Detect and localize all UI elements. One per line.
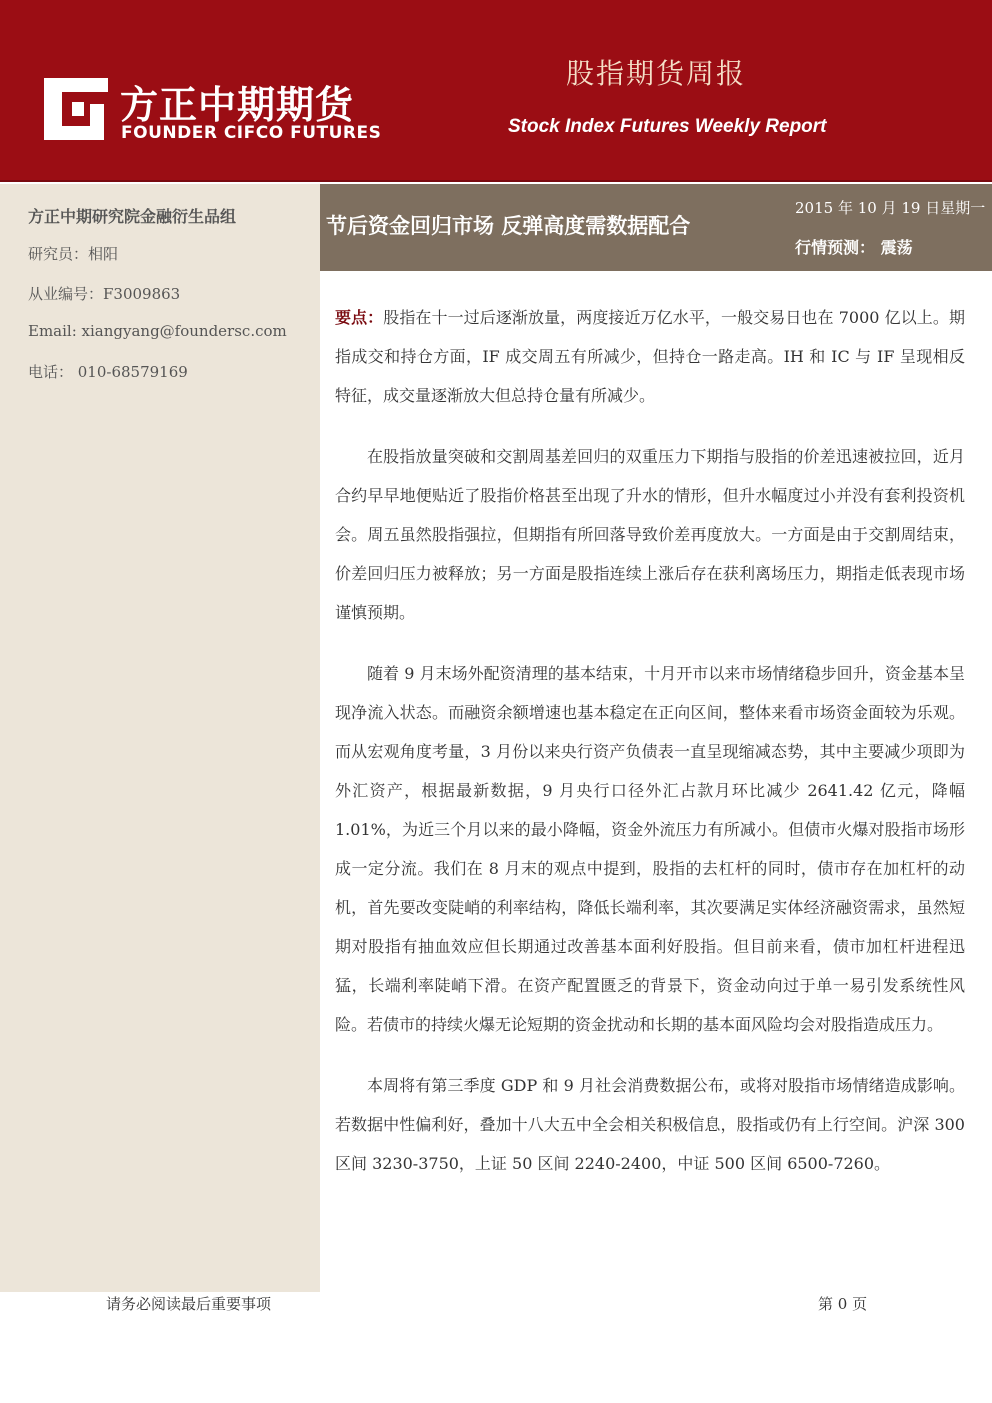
logo-name-cn: 方正中期期货 [120, 83, 355, 127]
report-title-cn: 股指期货周报 [566, 57, 747, 90]
report-title-en: Stock Index Futures Weekly Report [508, 116, 827, 137]
disclaimer-notice: 请务必阅读最后重要事项 [106, 1295, 272, 1313]
license-number: 从业编号：F3009863 [28, 285, 181, 303]
basis-paragraph: 在股指放量突破和交割周基差回归的双重压力下期指与股指的价差迅速被拉回，近月合约早早地便贴近了股指价格甚至出现了升水的情形，但升水幅度过小并没有套利投资机会。周五虽然股指强拉，但期指有所回落导致价差再度放大。一方面是由于交割周结束，价差回归压力被释放；另一方面是股指连续上涨后存在获利离场压力，期指走低表现市场谨慎预期。 [335, 447, 965, 622]
report-header [0, 0, 992, 182]
key-points-text: 股指在十一过后逐渐放量，两度接近万亿水平，一般交易日也在 7000 亿以上。期指成交和持仓方面，IF 成交周五有所减少，但持仓一路走高。IH 和 IC 与 IF 呈现相反特征，成交量逐渐放大但总持仓量有所减少。 [335, 308, 965, 405]
company-logo [44, 76, 382, 146]
market-forecast: 行情预测： 震荡 [795, 238, 913, 257]
article-title-bar [320, 184, 992, 271]
article-title: 节后资金回归市场 反弹高度需数据配合 [326, 214, 691, 238]
author-phone: 电话： 010-68579169 [28, 363, 188, 381]
researcher-name: 研究员：相阳 [28, 245, 119, 263]
author-sidebar [0, 184, 320, 1292]
research-group: 方正中期研究院金融衍生品组 [28, 207, 237, 226]
outlook-paragraph: 本周将有第三季度 GDP 和 9 月社会消费数据公布，或将对股指市场情绪造成影响。若数据中性偏利好，叠加十八大五中全会相关积极信息，股指或仍有上行空间。沪深 300 区间 3230-3750，上证 50 区间 2240-2400，中证 500 区间 6500-7260。 [335, 1076, 965, 1173]
key-points-label: 要点： [335, 308, 384, 327]
author-email: Email: xiangyang@foundersc.com [28, 322, 287, 340]
liquidity-paragraph: 随着 9 月末场外配资清理的基本结束，十月开市以来市场情绪稳步回升，资金基本呈现净流入状态。而融资余额增速也基本稳定在正向区间，整体来看市场资金面较为乐观。而从宏观角度考量，3 月份以来央行资产负债表一直呈现缩减态势，其中主要减少项即为外汇资产，根据最新数据，9 月央行口径外汇占款月环比减少 2641.42 亿元，降幅 1.01%，为近三个月以来的最小降幅，资金外流压力有所减小。但债市火爆对股指市场形成一定分流。我们在 8 月末的观点中提到，股指的去杠杆的同时，债市存在加杠杆的动机，首先要改变陡峭的利率结构，降低长端利率，其次要满足实体经济融资需求，虽然短期对股指有抽血效应但长期通过改善基本面利好股指。但目前来看，债市加杠杆进程迅猛，长端利率陡峭下滑。在资产配置匮乏的背景下，资金动向过于单一易引发系统性风险。若债市的持续火爆无论短期的资金扰动和长期的基本面风险均会对股指造成压力。 [335, 664, 965, 1034]
report-body [335, 298, 965, 1205]
founder-logo-icon [44, 78, 108, 140]
report-date: 2015 年 10 月 19 日星期一 [795, 199, 986, 217]
key-points-paragraph [335, 298, 965, 415]
logo-name-en: FOUNDER CIFCO FUTURES [121, 123, 382, 143]
page-number: 第 0 页 [818, 1295, 868, 1313]
